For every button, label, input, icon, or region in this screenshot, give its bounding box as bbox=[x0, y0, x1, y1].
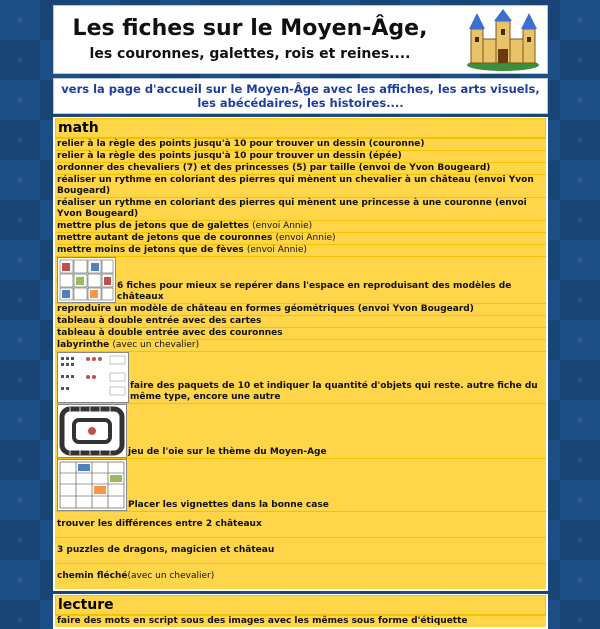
lecture-heading: lecture bbox=[55, 595, 546, 615]
home-link[interactable]: vers la page d'accueil sur le Moyen-Âge avec les affiches, les arts visuels, les abécédaires, les histoires.... bbox=[53, 78, 548, 114]
list-item[interactable]: mettre autant de jetons que de couronnes (envoi Annie) bbox=[55, 232, 546, 244]
list-item[interactable]: mettre plus de jetons que de galettes (envoi Annie) bbox=[55, 220, 546, 232]
goose-game-thumbnail[interactable] bbox=[57, 404, 127, 458]
list-item[interactable]: réaliser un rythme en coloriant des pierres qui mènent un chevalier à un château (envoi Yvon Bougeard) bbox=[55, 174, 546, 197]
list-item[interactable]: 6 fiches pour mieux se repérer dans l'espace en reproduisant des modèles de châteaux bbox=[55, 256, 546, 303]
counting-sheet-thumbnail[interactable] bbox=[57, 352, 129, 403]
list-item[interactable]: tableau à double entrée avec des couronnes bbox=[55, 327, 546, 339]
lecture-section bbox=[53, 594, 548, 629]
page-header bbox=[53, 5, 548, 74]
list-item[interactable]: faire des paquets de 10 et indiquer la quantité d'objets qui reste. autre fiche du même type, encore une autre bbox=[55, 351, 546, 403]
list-item[interactable]: reproduire un modèle de château en formes géométriques (envoi Yvon Bougeard) bbox=[55, 303, 546, 315]
list-item[interactable]: 3 puzzles de dragons, magicien et château bbox=[55, 537, 546, 563]
castle-grid-thumbnail[interactable] bbox=[57, 257, 116, 303]
vignette-grid-thumbnail[interactable] bbox=[57, 459, 127, 511]
list-item[interactable]: relier à la règle des points jusqu'à 10 pour trouver un dessin (couronne) bbox=[55, 138, 546, 150]
list-item[interactable]: trouver les différences entre 2 châteaux bbox=[55, 511, 546, 537]
list-item[interactable]: réaliser un rythme en coloriant des pierres qui mènent une princesse à une couronne (envoi Yvon Bougeard) bbox=[55, 197, 546, 220]
math-heading: math bbox=[55, 118, 546, 138]
list-item[interactable]: chemin fléché (avec un chevalier) bbox=[55, 563, 546, 589]
list-item[interactable]: labyrinthe (avec un chevalier) bbox=[55, 339, 546, 351]
list-item[interactable]: relier à la règle des points jusqu'à 10 pour trouver un dessin (épée) bbox=[55, 150, 546, 162]
page-title: Les fiches sur le Moyen-Âge, bbox=[72, 16, 428, 41]
list-item[interactable]: faire des mots en script sous des images avec les mêmes sous forme d'étiquette bbox=[55, 615, 546, 627]
castle-image bbox=[463, 9, 543, 71]
list-item[interactable]: ordonner des chevaliers (7) et des princesses (5) par taille (envoi de Yvon Bougeard) bbox=[55, 162, 546, 174]
list-item[interactable]: Placer les vignettes dans la bonne case bbox=[55, 458, 546, 511]
page bbox=[53, 5, 548, 629]
list-item[interactable]: mettre moins de jetons que de fèves (envoi Annie) bbox=[55, 244, 546, 256]
page-subtitle: les couronnes, galettes, rois et reines.... bbox=[89, 46, 411, 62]
math-section bbox=[53, 117, 548, 591]
list-item[interactable]: jeu de l'oie sur le thème du Moyen-Age bbox=[55, 403, 546, 458]
list-item[interactable]: tableau à double entrée avec des cartes bbox=[55, 315, 546, 327]
